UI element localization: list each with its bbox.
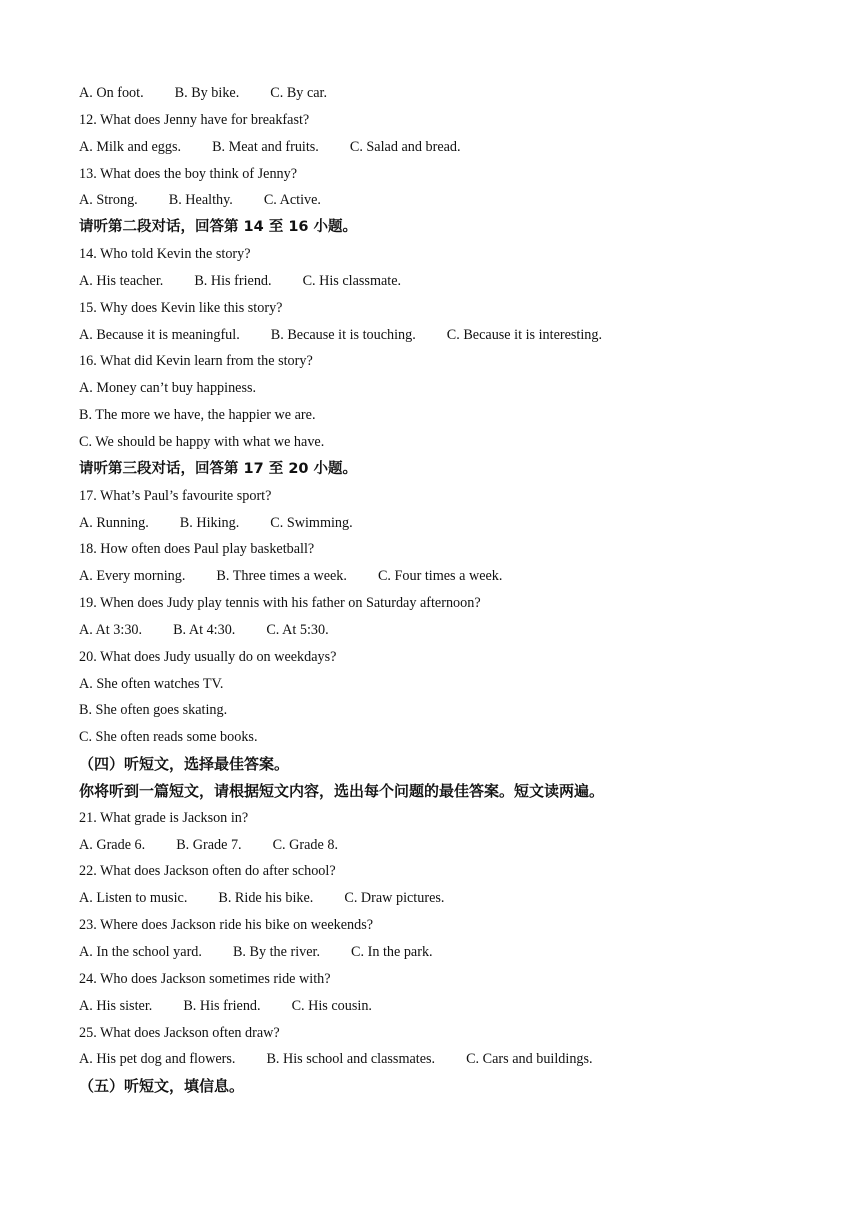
answer-options xyxy=(79,510,799,537)
answer-option: B. Meat and fruits. xyxy=(212,138,319,155)
answer-options xyxy=(79,617,799,644)
answer-option: C. At 5:30. xyxy=(266,621,329,638)
answer-option: A. Grade 6. xyxy=(79,836,146,853)
answer-options xyxy=(79,80,799,107)
question-line: B. She often goes skating. xyxy=(79,702,228,719)
answer-option: B. At 4:30. xyxy=(173,621,236,638)
answer-option: C. Four times a week. xyxy=(377,568,503,585)
answer-option: B. Hiking. xyxy=(179,514,240,531)
question-line: 15. Why does Kevin like this story? xyxy=(79,299,283,316)
answer-option: B. His school and classmates. xyxy=(266,1051,436,1068)
section-heading: （五）听短文，填信息。 xyxy=(79,1077,245,1096)
answer-option: C. His classmate. xyxy=(302,272,402,289)
answer-option: C. Active. xyxy=(263,192,321,209)
question-line: 17. What’s Paul’s favourite sport? xyxy=(79,487,272,504)
question-line: 20. What does Judy usually do on weekdays? xyxy=(79,648,337,665)
answer-option: A. His sister. xyxy=(79,997,153,1014)
answer-options xyxy=(79,322,799,349)
answer-option: B. Three times a week. xyxy=(216,568,347,585)
answer-option: A. Because it is meaningful. xyxy=(79,326,240,343)
answer-option: A. Milk and eggs. xyxy=(79,138,182,155)
answer-option: B. His friend. xyxy=(194,272,272,289)
answer-option: B. Healthy. xyxy=(168,192,233,209)
question-line: 25. What does Jackson often draw? xyxy=(79,1024,280,1041)
answer-option: A. In the school yard. xyxy=(79,944,202,960)
answer-option: B. By bike. xyxy=(174,85,240,101)
answer-option: C. By car. xyxy=(270,85,328,101)
section-instruction: 请听第三段对话，回答第 17 至 20 小题。 xyxy=(79,460,358,477)
answer-option: B. Because it is touching. xyxy=(270,326,416,343)
question-line: C. She often reads some books. xyxy=(79,729,258,746)
answer-option: C. Swimming. xyxy=(270,514,353,531)
answer-option: A. On foot. xyxy=(79,85,144,101)
question-line: 21. What grade is Jackson in? xyxy=(79,809,249,826)
answer-options xyxy=(79,134,799,161)
question-line: A. She often watches TV. xyxy=(79,675,224,692)
answer-option: B. Grade 7. xyxy=(176,836,242,853)
answer-option: C. Because it is interesting. xyxy=(446,326,603,343)
answer-option: B. By the river. xyxy=(232,944,321,960)
section-heading: 你将听到一篇短文，请根据短文内容，选出每个问题的最佳答案。短文读两遍。 xyxy=(79,781,605,800)
answer-options xyxy=(79,268,799,295)
section-instruction: 请听第二段对话，回答第 14 至 16 小题。 xyxy=(79,219,358,236)
answer-options xyxy=(79,563,799,590)
answer-option: B. Ride his bike. xyxy=(218,890,314,907)
answer-option: C. Salad and bread. xyxy=(349,138,461,155)
question-line: 22. What does Jackson often do after school? xyxy=(79,863,336,880)
answer-options xyxy=(79,832,799,859)
answer-option: C. Cars and buildings. xyxy=(466,1051,593,1068)
question-line: 12. What does Jenny have for breakfast? xyxy=(79,111,310,128)
answer-option: A. Listen to music. xyxy=(79,890,188,907)
answer-options xyxy=(79,939,799,966)
answer-option: B. His friend. xyxy=(183,997,261,1014)
answer-options xyxy=(79,885,799,912)
answer-option: C. His cousin. xyxy=(291,997,372,1014)
question-line: 13. What does the boy think of Jenny? xyxy=(79,165,298,182)
question-line: A. Money can’t buy happiness. xyxy=(79,380,257,397)
answer-option: A. Running. xyxy=(79,514,149,531)
answer-option: C. Draw pictures. xyxy=(344,890,445,907)
question-line: 18. How often does Paul play basketball? xyxy=(79,541,315,558)
question-line: 19. When does Judy play tennis with his father on Saturday afternoon? xyxy=(79,595,481,612)
answer-options xyxy=(79,993,799,1020)
answer-option: A. His pet dog and flowers. xyxy=(79,1051,236,1068)
question-line: B. The more we have, the happier we are. xyxy=(79,407,316,424)
answer-options xyxy=(79,187,799,214)
answer-option: A. His teacher. xyxy=(79,272,164,289)
section-heading: （四）听短文，选择最佳答案。 xyxy=(79,755,290,774)
question-line: 23. Where does Jackson ride his bike on weekends? xyxy=(79,917,374,934)
question-line: 24. Who does Jackson sometimes ride with? xyxy=(79,970,331,987)
answer-option: A. Strong. xyxy=(79,192,138,209)
question-line: C. We should be happy with what we have. xyxy=(79,433,325,450)
answer-options xyxy=(79,1046,799,1073)
document-page xyxy=(79,80,799,1100)
answer-option: C. In the park. xyxy=(351,944,433,960)
question-line: 16. What did Kevin learn from the story? xyxy=(79,353,313,370)
answer-option: A. Every morning. xyxy=(79,568,186,585)
answer-option: A. At 3:30. xyxy=(79,621,143,638)
question-line: 14. Who told Kevin the story? xyxy=(79,246,251,263)
answer-option: C. Grade 8. xyxy=(272,836,338,853)
